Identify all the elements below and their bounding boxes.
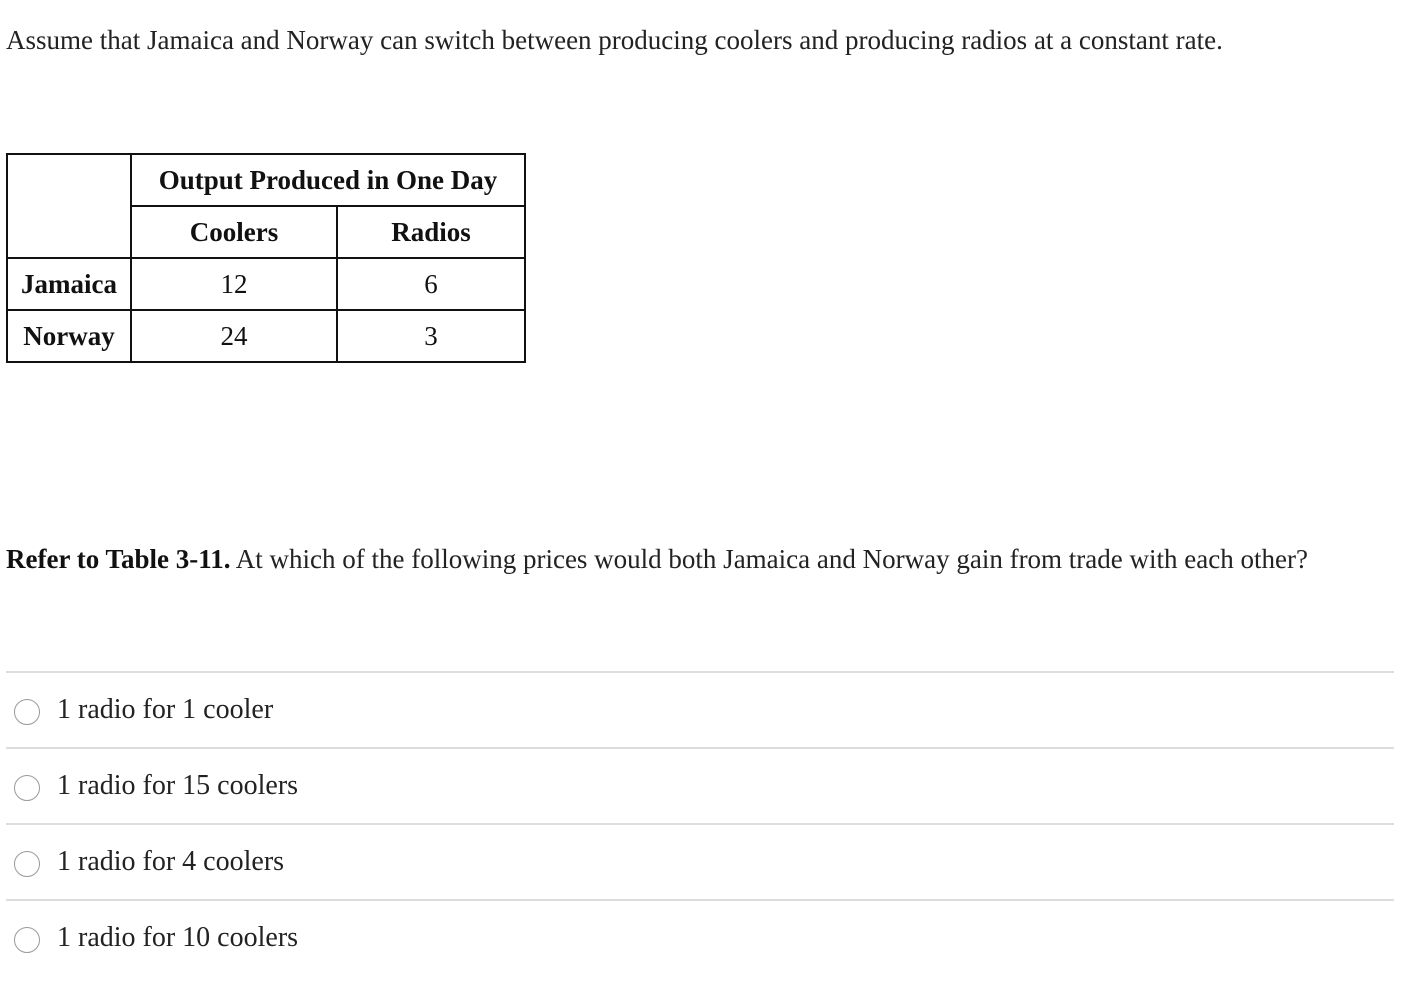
answer-choice-4[interactable] <box>6 899 1394 975</box>
column-header-coolers: Coolers <box>131 206 337 258</box>
answer-choice-label[interactable]: 1 radio for 4 coolers <box>57 846 285 877</box>
question-body: At which of the following prices would both Jamaica and Norway gain from trade with each other? <box>230 544 1308 574</box>
table-header-row <box>7 154 525 206</box>
answer-choice-label[interactable]: 1 radio for 1 cooler <box>57 694 274 725</box>
column-header-radios: Radios <box>337 206 525 258</box>
intro-text: Assume that Jamaica and Norway can switch between producing coolers and producing radios at a constant rate. <box>6 25 1223 55</box>
answer-choice-3[interactable] <box>6 823 1394 899</box>
cell-norway-radios: 3 <box>337 310 525 362</box>
table-row <box>7 310 525 362</box>
answer-choice-label[interactable]: 1 radio for 10 coolers <box>57 922 299 953</box>
table-group-header: Output Produced in One Day <box>131 154 525 206</box>
output-table <box>6 153 526 363</box>
radio-button-icon[interactable] <box>14 927 40 953</box>
table-corner-cell <box>7 154 131 258</box>
table-row <box>7 258 525 310</box>
radio-button-icon[interactable] <box>14 775 40 801</box>
answer-choice-label[interactable]: 1 radio for 15 coolers <box>57 770 299 801</box>
cell-norway-coolers: 24 <box>131 310 337 362</box>
radio-button-icon[interactable] <box>14 851 40 877</box>
row-header-norway: Norway <box>7 310 131 362</box>
table-reference: Refer to Table 3-11. <box>6 544 231 574</box>
cell-jamaica-radios: 6 <box>337 258 525 310</box>
answer-choice-2[interactable] <box>6 747 1394 823</box>
question-text <box>6 537 1396 581</box>
answer-choices <box>6 671 1394 975</box>
radio-button-icon[interactable] <box>14 699 40 725</box>
answer-choice-1[interactable] <box>6 671 1394 747</box>
cell-jamaica-coolers: 12 <box>131 258 337 310</box>
row-header-jamaica: Jamaica <box>7 258 131 310</box>
